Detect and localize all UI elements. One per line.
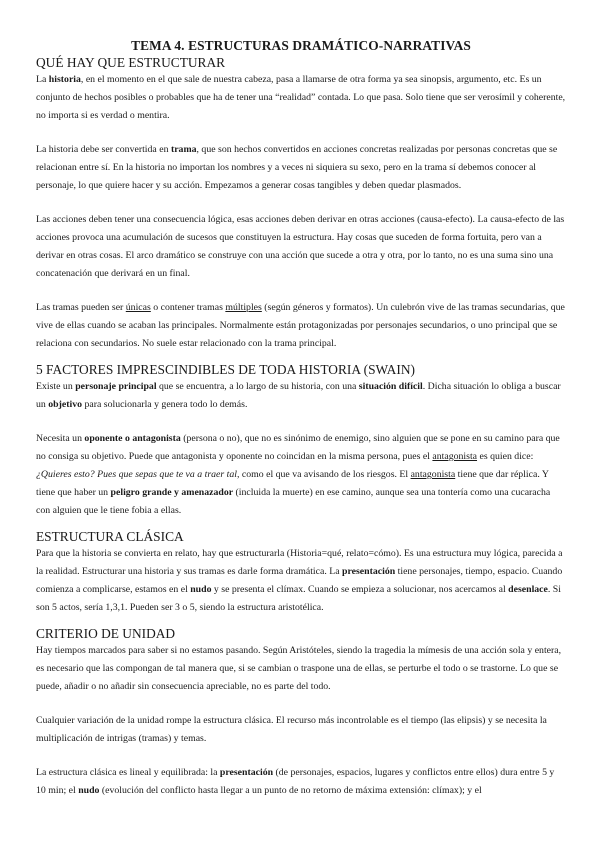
paragraph-variacion-unidad: Cualquier variación de la unidad rompe la estructura clásica. El recurso más incontrolable es el tiempo (las elipsis) y se necesita la multiplicación de intrigas (tramas) y temas.	[36, 715, 547, 744]
paragraph-oponente: Necesita un oponente o antagonista (persona o no), que no es sinónimo de enemigo, sino alguien que se pone en su camino para que no consiga su objetivo. Puede que antagonista y oponente no coincidan en la misma persona, pues el antagonista es quien dice: ¿Quieres esto? Pues que sepas que te va a traer tal, como el que va avisando de los riesgos. El antagonista tiene que dar réplica. Y tiene que haber un peligro grande y amenazador (incluida la muerte) en ese camino, aunque sea una tontería como una cucaracha con alguien que le tiene fobia a ellas.	[36, 433, 560, 516]
section-heading-estructura-clasica: ESTRUCTURA CLÁSICA	[36, 529, 184, 544]
paragraph-estructura-clasica: Para que la historia se convierta en relato, hay que estructurarla (Historia=qué, relato=cómo). Es una estructura muy lógica, parecida a la realidad. Estructurar una historia y sus tramas es darle forma dramática. La presentación tiene personajes, tiempo, espacio. Cuando comienza a complicarse, estamos en el nudo y se presenta el clímax. Cuando se empieza a solucionar, nos acercamos al desenlace. Si son 5 actos, sería 1,3,1. Pueden ser 3 o 5, siendo la estructura aristotélica.	[36, 548, 563, 613]
paragraph-tiempos-marcados: Hay tiempos marcados para saber si no estamos pasando. Según Aristóteles, siendo la tragedia la mímesis de una acción sola y entera, es necesario que las compongan de tal manera que, si se cambian o traspone una de ellas, se perturbe el todo o se trastorne. Lo que se puede, añadir o no añadir sin consecuencia apreciable, no es parte del todo.	[36, 645, 562, 692]
paragraph-acciones: Las acciones deben tener una consecuencia lógica, esas acciones deben derivar en otras acciones (causa-efecto). La causa-efecto de las acciones provoca una acumulación de sucesos que constituyen la estructura. Hay cosas que suceden de forma fortuita, pero van a derivar en otras cosas. El arco dramático se construye con una acción que sucede a otra y otra, por lo tanto, no es una suma sino una concatenación que derivará en un final.	[36, 214, 565, 279]
document-page	[36, 38, 566, 800]
paragraph-historia: La historia, en el momento en el que sale de nuestra cabeza, pasa a llamarse de otra forma ya sea sinopsis, argumento, etc. Es un conjunto de hechos posibles o probables que ha de tener una “realidad” contada. Lo que pasa. Solo tiene que ser verosímil y coherente, no importa si es verdad o mentira.	[36, 74, 566, 121]
paragraph-personaje-principal: Existe un personaje principal que se encuentra, a lo largo de su historia, con una situación difícil. Dicha situación lo obliga a buscar un objetivo para solucionarla y genera todo lo demás.	[36, 381, 561, 410]
section-heading-criterio-de-unidad: CRITERIO DE UNIDAD	[36, 626, 176, 641]
paragraph-tipos-tramas: Las tramas pueden ser únicas o contener tramas múltiples (según géneros y formatos). Un culebrón vive de las tramas secundarias, que vive de ellas cuando se acaban las principales. Normalmente están protagonizadas por personajes secundarios, o uno principal que se relaciona con secundarios. No suele estar relacionado con la trama principal.	[36, 302, 565, 349]
document-title: TEMA 4. ESTRUCTURAS DRAMÁTICO-NARRATIVAS	[131, 38, 471, 53]
section-heading-que-hay-que-estructurar: QUÉ HAY QUE ESTRUCTURAR	[36, 55, 226, 70]
paragraph-trama: La historia debe ser convertida en trama, que son hechos convertidos en acciones concretas realizadas por personas concretas que se relacionan entre sí. En la historia no importan los nombres y a veces ni siquiera su sexo, pero en la trama sí debemos conocer al personaje, lo que quiere hacer y su acción. Empezamos a generar cosas tangibles y deben quedar plasmados.	[36, 144, 558, 191]
section-heading-5-factores: 5 FACTORES IMPRESCINDIBLES DE TODA HISTORIA (SWAIN)	[36, 362, 415, 377]
paragraph-estructura-lineal: La estructura clásica es lineal y equilibrada: la presentación (de personajes, espacios, lugares y conflictos entre ellos) dura entre 5 y 10 min; el nudo (evolución del conflicto hasta llegar a un punto de no retorno de máxima extensión: clímax); y el	[36, 767, 555, 796]
